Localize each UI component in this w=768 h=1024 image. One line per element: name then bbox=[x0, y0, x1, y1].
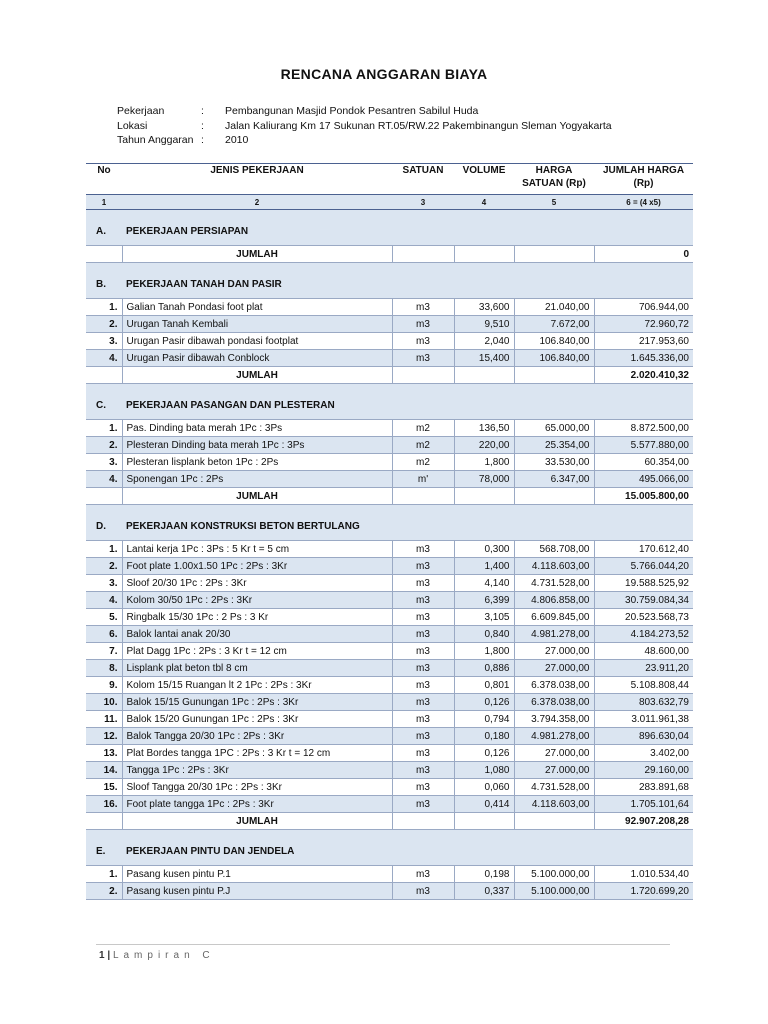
item-description: Foot plate tangga 1Pc : 2Ps : 3Kr bbox=[122, 796, 392, 813]
info-row-lokasi bbox=[117, 119, 612, 134]
item-volume: 0,414 bbox=[454, 796, 514, 813]
item-volume: 0,840 bbox=[454, 626, 514, 643]
item-volume: 0,060 bbox=[454, 779, 514, 796]
subtotal-blank bbox=[392, 246, 454, 263]
item-description: Foot plate 1.00x1.50 1Pc : 2Ps : 3Kr bbox=[122, 558, 392, 575]
table-row bbox=[86, 592, 693, 609]
item-unit: m3 bbox=[392, 711, 454, 728]
spacer-cell bbox=[86, 263, 693, 271]
item-volume: 0,794 bbox=[454, 711, 514, 728]
section-spacer bbox=[86, 384, 693, 392]
table-row bbox=[86, 796, 693, 813]
item-volume: 0,801 bbox=[454, 677, 514, 694]
info-separator: : bbox=[201, 105, 204, 117]
header-jenis-pekerjaan: JENIS PEKERJAAN bbox=[122, 164, 392, 195]
subtotal-label: JUMLAH bbox=[122, 813, 392, 830]
item-description: Galian Tanah Pondasi foot plat bbox=[122, 299, 392, 316]
section-title: PEKERJAAN TANAH DAN PASIR bbox=[122, 270, 693, 299]
item-unit: m2 bbox=[392, 454, 454, 471]
subtotal-row bbox=[86, 488, 693, 505]
subtotal-blank bbox=[86, 813, 122, 830]
item-unit: m3 bbox=[392, 694, 454, 711]
item-description: Pasang kusen pintu P.1 bbox=[122, 866, 392, 883]
header-no: No bbox=[86, 164, 122, 195]
item-unit: m3 bbox=[392, 299, 454, 316]
section-header-row bbox=[86, 512, 693, 541]
item-number: 14. bbox=[86, 762, 122, 779]
subtotal-blank bbox=[86, 367, 122, 384]
item-number: 7. bbox=[86, 643, 122, 660]
spacer-cell bbox=[86, 830, 693, 838]
item-volume: 0,180 bbox=[454, 728, 514, 745]
item-volume: 1,400 bbox=[454, 558, 514, 575]
table-row bbox=[86, 316, 693, 333]
item-total-price: 170.612,40 bbox=[594, 541, 693, 558]
item-number: 11. bbox=[86, 711, 122, 728]
budget-table-body bbox=[86, 164, 693, 900]
item-description: Plat Dagg 1Pc : 2Ps : 3 Kr t = 12 cm bbox=[122, 643, 392, 660]
item-volume: 2,040 bbox=[454, 333, 514, 350]
subtotal-label: JUMLAH bbox=[122, 246, 392, 263]
item-description: Plesteran lisplank beton 1Pc : 2Ps bbox=[122, 454, 392, 471]
info-label: Lokasi bbox=[117, 119, 148, 132]
item-unit-price: 6.378.038,00 bbox=[514, 677, 594, 694]
item-volume: 0,126 bbox=[454, 745, 514, 762]
item-total-price: 60.354,00 bbox=[594, 454, 693, 471]
colnum-5: 5 bbox=[514, 195, 594, 210]
item-unit: m3 bbox=[392, 333, 454, 350]
item-number: 1. bbox=[86, 541, 122, 558]
item-total-price: 803.632,79 bbox=[594, 694, 693, 711]
item-description: Lantai kerja 1Pc : 3Ps : 5 Kr t = 5 cm bbox=[122, 541, 392, 558]
table-row bbox=[86, 866, 693, 883]
item-number: 2. bbox=[86, 316, 122, 333]
item-volume: 220,00 bbox=[454, 437, 514, 454]
item-volume: 78,000 bbox=[454, 471, 514, 488]
item-description: Urugan Pasir dibawah pondasi footplat bbox=[122, 333, 392, 350]
item-description: Sponengan 1Pc : 2Ps bbox=[122, 471, 392, 488]
item-unit: m3 bbox=[392, 866, 454, 883]
subtotal-blank bbox=[392, 813, 454, 830]
subtotal-value: 15.005.800,00 bbox=[594, 488, 693, 505]
item-number: 4. bbox=[86, 471, 122, 488]
item-unit: m3 bbox=[392, 728, 454, 745]
item-unit-price: 27.000,00 bbox=[514, 762, 594, 779]
table-row bbox=[86, 609, 693, 626]
colnum-4: 4 bbox=[454, 195, 514, 210]
subtotal-blank bbox=[514, 367, 594, 384]
table-row bbox=[86, 660, 693, 677]
item-number: 10. bbox=[86, 694, 122, 711]
table-row bbox=[86, 779, 693, 796]
item-number: 2. bbox=[86, 437, 122, 454]
item-unit: m3 bbox=[392, 541, 454, 558]
item-unit-price: 6.347,00 bbox=[514, 471, 594, 488]
item-total-price: 19.588.525,92 bbox=[594, 575, 693, 592]
item-unit: m3 bbox=[392, 660, 454, 677]
section-header-row bbox=[86, 217, 693, 246]
item-unit-price: 6.609.845,00 bbox=[514, 609, 594, 626]
item-total-price: 896.630,04 bbox=[594, 728, 693, 745]
subtotal-value: 0 bbox=[594, 246, 693, 263]
spacer-cell bbox=[86, 384, 693, 392]
item-description: Balok 15/20 Gunungan 1Pc : 2Ps : 3Kr bbox=[122, 711, 392, 728]
colnum-6: 6 = (4 x5) bbox=[594, 195, 693, 210]
item-number: 4. bbox=[86, 350, 122, 367]
item-unit: m3 bbox=[392, 677, 454, 694]
table-row bbox=[86, 575, 693, 592]
item-description: Balok 15/15 Gunungan 1Pc : 2Ps : 3Kr bbox=[122, 694, 392, 711]
item-unit-price: 568.708,00 bbox=[514, 541, 594, 558]
footer-divider bbox=[96, 944, 670, 945]
item-volume: 9,510 bbox=[454, 316, 514, 333]
item-number: 3. bbox=[86, 333, 122, 350]
column-number-row bbox=[86, 195, 693, 210]
table-row bbox=[86, 762, 693, 779]
item-description: Lisplank plat beton tbl 8 cm bbox=[122, 660, 392, 677]
subtotal-blank bbox=[514, 488, 594, 505]
item-description: Urugan Tanah Kembali bbox=[122, 316, 392, 333]
header-satuan: SATUAN bbox=[392, 164, 454, 195]
subtotal-blank bbox=[454, 488, 514, 505]
table-row bbox=[86, 299, 693, 316]
subtotal-blank bbox=[86, 246, 122, 263]
subtotal-value: 92.907.208,28 bbox=[594, 813, 693, 830]
item-number: 4. bbox=[86, 592, 122, 609]
subtotal-blank bbox=[454, 246, 514, 263]
item-unit: m3 bbox=[392, 745, 454, 762]
section-code: D. bbox=[86, 512, 122, 541]
section-title: PEKERJAAN KONSTRUKSI BETON BERTULANG bbox=[122, 512, 693, 541]
info-value: Jalan Kaliurang Km 17 Sukunan RT.05/RW.22 Pakembinangun Sleman Yogyakarta bbox=[225, 119, 612, 132]
table-row bbox=[86, 454, 693, 471]
item-unit-price: 4.981.278,00 bbox=[514, 626, 594, 643]
section-code: B. bbox=[86, 270, 122, 299]
item-unit: m3 bbox=[392, 609, 454, 626]
section-spacer bbox=[86, 210, 693, 218]
header-volume: VOLUME bbox=[454, 164, 514, 195]
item-total-price: 3.011.961,38 bbox=[594, 711, 693, 728]
item-unit-price: 27.000,00 bbox=[514, 745, 594, 762]
table-row bbox=[86, 711, 693, 728]
item-description: Kolom 30/50 1Pc : 2Ps : 3Kr bbox=[122, 592, 392, 609]
item-volume: 0,300 bbox=[454, 541, 514, 558]
item-number: 2. bbox=[86, 558, 122, 575]
item-description: Tangga 1Pc : 2Ps : 3Kr bbox=[122, 762, 392, 779]
section-spacer bbox=[86, 505, 693, 513]
item-number: 3. bbox=[86, 575, 122, 592]
table-row bbox=[86, 350, 693, 367]
item-volume: 15,400 bbox=[454, 350, 514, 367]
item-number: 5. bbox=[86, 609, 122, 626]
section-spacer bbox=[86, 263, 693, 271]
item-total-price: 48.600,00 bbox=[594, 643, 693, 660]
item-unit-price: 6.378.038,00 bbox=[514, 694, 594, 711]
item-total-price: 29.160,00 bbox=[594, 762, 693, 779]
item-volume: 1,800 bbox=[454, 643, 514, 660]
table-row bbox=[86, 471, 693, 488]
colnum-2: 2 bbox=[122, 195, 392, 210]
subtotal-row bbox=[86, 813, 693, 830]
item-description: Sloof Tangga 20/30 1Pc : 2Ps : 3Kr bbox=[122, 779, 392, 796]
table-row bbox=[86, 558, 693, 575]
section-title: PEKERJAAN PERSIAPAN bbox=[122, 217, 693, 246]
info-value: Pembangunan Masjid Pondok Pesantren Sabilul Huda bbox=[225, 105, 479, 117]
item-volume: 33,600 bbox=[454, 299, 514, 316]
table-row bbox=[86, 745, 693, 762]
section-title: PEKERJAAN PASANGAN DAN PLESTERAN bbox=[122, 391, 693, 420]
item-unit: m2 bbox=[392, 420, 454, 437]
table-row bbox=[86, 694, 693, 711]
section-code: E. bbox=[86, 837, 122, 866]
table-row bbox=[86, 333, 693, 350]
item-description: Balok Tangga 20/30 1Pc : 2Ps : 3Kr bbox=[122, 728, 392, 745]
item-unit-price: 27.000,00 bbox=[514, 643, 594, 660]
subtotal-row bbox=[86, 367, 693, 384]
item-description: Sloof 20/30 1Pc : 2Ps : 3Kr bbox=[122, 575, 392, 592]
item-unit: m3 bbox=[392, 779, 454, 796]
footer-separator: | bbox=[107, 950, 111, 961]
item-number: 2. bbox=[86, 883, 122, 900]
info-separator: : bbox=[201, 119, 204, 132]
item-total-price: 5.766.044,20 bbox=[594, 558, 693, 575]
item-description: Ringbalk 15/30 1Pc : 2 Ps : 3 Kr bbox=[122, 609, 392, 626]
item-unit-price: 5.100.000,00 bbox=[514, 883, 594, 900]
item-description: Pas. Dinding bata merah 1Pc : 3Ps bbox=[122, 420, 392, 437]
item-description: Kolom 15/15 Ruangan lt 2 1Pc : 2Ps : 3Kr bbox=[122, 677, 392, 694]
item-volume: 3,105 bbox=[454, 609, 514, 626]
item-unit-price: 4.731.528,00 bbox=[514, 779, 594, 796]
item-unit: m3 bbox=[392, 626, 454, 643]
footer-label: Lampiran C bbox=[112, 950, 215, 961]
subtotal-label: JUMLAH bbox=[122, 367, 392, 384]
item-volume: 0,886 bbox=[454, 660, 514, 677]
item-volume: 0,337 bbox=[454, 883, 514, 900]
spacer-cell bbox=[86, 210, 693, 218]
subtotal-blank bbox=[392, 367, 454, 384]
colnum-3: 3 bbox=[392, 195, 454, 210]
item-unit: m' bbox=[392, 471, 454, 488]
table-row bbox=[86, 883, 693, 900]
item-unit-price: 33.530,00 bbox=[514, 454, 594, 471]
item-unit-price: 4.981.278,00 bbox=[514, 728, 594, 745]
item-description: Urugan Pasir dibawah Conblock bbox=[122, 350, 392, 367]
item-number: 15. bbox=[86, 779, 122, 796]
table-header-row bbox=[86, 164, 693, 195]
table-row bbox=[86, 728, 693, 745]
item-unit: m3 bbox=[392, 558, 454, 575]
item-volume: 0,198 bbox=[454, 866, 514, 883]
item-volume: 6,399 bbox=[454, 592, 514, 609]
item-total-price: 1.010.534,40 bbox=[594, 866, 693, 883]
item-description: Plesteran Dinding bata merah 1Pc : 3Ps bbox=[122, 437, 392, 454]
item-total-price: 20.523.568,73 bbox=[594, 609, 693, 626]
colnum-1: 1 bbox=[86, 195, 122, 210]
item-volume: 136,50 bbox=[454, 420, 514, 437]
item-unit-price: 27.000,00 bbox=[514, 660, 594, 677]
section-spacer bbox=[86, 830, 693, 838]
item-unit-price: 106.840,00 bbox=[514, 350, 594, 367]
header-harga-satuan: HARGA SATUAN (Rp) bbox=[514, 164, 594, 195]
item-unit-price: 4.806.858,00 bbox=[514, 592, 594, 609]
item-volume: 0,126 bbox=[454, 694, 514, 711]
section-header-row bbox=[86, 270, 693, 299]
item-unit: m2 bbox=[392, 437, 454, 454]
item-number: 12. bbox=[86, 728, 122, 745]
item-unit: m3 bbox=[392, 883, 454, 900]
item-total-price: 1.720.699,20 bbox=[594, 883, 693, 900]
item-unit-price: 4.118.603,00 bbox=[514, 796, 594, 813]
item-unit-price: 106.840,00 bbox=[514, 333, 594, 350]
subtotal-row bbox=[86, 246, 693, 263]
item-number: 1. bbox=[86, 299, 122, 316]
item-unit-price: 4.731.528,00 bbox=[514, 575, 594, 592]
subtotal-blank bbox=[392, 488, 454, 505]
subtotal-blank bbox=[454, 367, 514, 384]
info-value: 2010 bbox=[225, 134, 249, 146]
section-header-row bbox=[86, 391, 693, 420]
item-unit: m3 bbox=[392, 762, 454, 779]
item-unit: m3 bbox=[392, 350, 454, 367]
info-row-tahun bbox=[117, 133, 612, 148]
info-label: Tahun Anggaran bbox=[117, 134, 194, 146]
item-total-price: 706.944,00 bbox=[594, 299, 693, 316]
item-total-price: 495.066,00 bbox=[594, 471, 693, 488]
item-unit: m3 bbox=[392, 796, 454, 813]
item-description: Plat Bordes tangga 1PC : 2Ps : 3 Kr t = 12 cm bbox=[122, 745, 392, 762]
item-total-price: 5.108.808,44 bbox=[594, 677, 693, 694]
subtotal-blank bbox=[514, 813, 594, 830]
item-unit-price: 4.118.603,00 bbox=[514, 558, 594, 575]
section-code: C. bbox=[86, 391, 122, 420]
item-number: 16. bbox=[86, 796, 122, 813]
item-total-price: 3.402,00 bbox=[594, 745, 693, 762]
item-number: 9. bbox=[86, 677, 122, 694]
subtotal-blank bbox=[86, 488, 122, 505]
table-row bbox=[86, 677, 693, 694]
subtotal-value: 2.020.410,32 bbox=[594, 367, 693, 384]
item-unit: m3 bbox=[392, 575, 454, 592]
item-number: 6. bbox=[86, 626, 122, 643]
item-unit: m3 bbox=[392, 592, 454, 609]
item-total-price: 5.577.880,00 bbox=[594, 437, 693, 454]
section-title: PEKERJAAN PINTU DAN JENDELA bbox=[122, 837, 693, 866]
item-description: Pasang kusen pintu P.J bbox=[122, 883, 392, 900]
item-unit-price: 7.672,00 bbox=[514, 316, 594, 333]
table-row bbox=[86, 626, 693, 643]
item-unit-price: 21.040,00 bbox=[514, 299, 594, 316]
page-footer bbox=[99, 950, 215, 961]
item-number: 1. bbox=[86, 866, 122, 883]
table-row bbox=[86, 437, 693, 454]
subtotal-blank bbox=[454, 813, 514, 830]
item-total-price: 1.645.336,00 bbox=[594, 350, 693, 367]
table-row bbox=[86, 643, 693, 660]
table-row bbox=[86, 420, 693, 437]
item-total-price: 23.911,20 bbox=[594, 660, 693, 677]
budget-table bbox=[86, 163, 693, 900]
document-title: RENCANA ANGGARAN BIAYA bbox=[280, 66, 488, 82]
item-total-price: 30.759.084,34 bbox=[594, 592, 693, 609]
info-row-pekerjaan bbox=[117, 104, 612, 119]
item-number: 1. bbox=[86, 420, 122, 437]
item-volume: 4,140 bbox=[454, 575, 514, 592]
item-unit: m3 bbox=[392, 316, 454, 333]
section-header-row bbox=[86, 837, 693, 866]
section-code: A. bbox=[86, 217, 122, 246]
item-unit: m3 bbox=[392, 643, 454, 660]
item-description: Balok lantai anak 20/30 bbox=[122, 626, 392, 643]
item-total-price: 4.184.273,52 bbox=[594, 626, 693, 643]
item-total-price: 217.953,60 bbox=[594, 333, 693, 350]
project-info bbox=[117, 104, 612, 148]
item-unit-price: 3.794.358,00 bbox=[514, 711, 594, 728]
item-number: 8. bbox=[86, 660, 122, 677]
item-volume: 1,800 bbox=[454, 454, 514, 471]
subtotal-blank bbox=[514, 246, 594, 263]
item-total-price: 1.705.101,64 bbox=[594, 796, 693, 813]
item-total-price: 72.960,72 bbox=[594, 316, 693, 333]
item-total-price: 283.891,68 bbox=[594, 779, 693, 796]
item-total-price: 8.872.500,00 bbox=[594, 420, 693, 437]
item-number: 3. bbox=[86, 454, 122, 471]
header-jumlah-harga: JUMLAH HARGA (Rp) bbox=[594, 164, 693, 195]
info-separator: : bbox=[201, 134, 204, 146]
item-unit-price: 5.100.000,00 bbox=[514, 866, 594, 883]
page-number: 1 bbox=[99, 950, 105, 961]
item-number: 13. bbox=[86, 745, 122, 762]
spacer-cell bbox=[86, 505, 693, 513]
table-row bbox=[86, 541, 693, 558]
subtotal-label: JUMLAH bbox=[122, 488, 392, 505]
info-label: Pekerjaan bbox=[117, 105, 165, 117]
item-volume: 1,080 bbox=[454, 762, 514, 779]
item-unit-price: 25.354,00 bbox=[514, 437, 594, 454]
item-unit-price: 65.000,00 bbox=[514, 420, 594, 437]
